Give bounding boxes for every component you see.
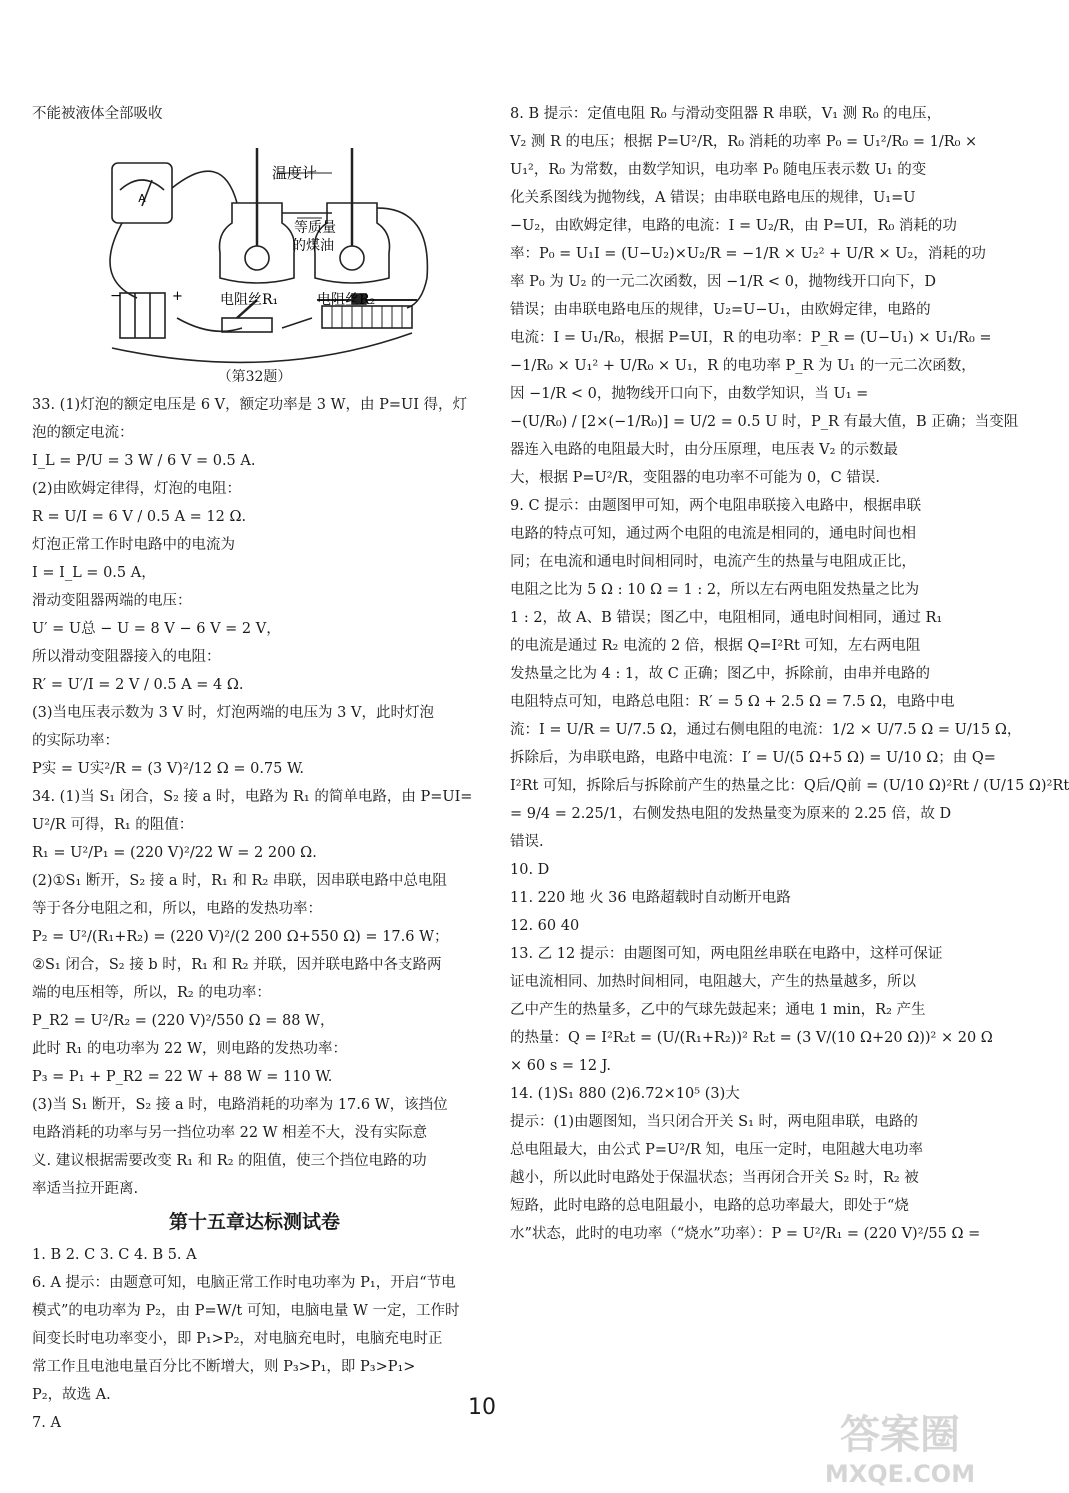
figure-caption: （第32题）	[217, 369, 292, 385]
svg-text:答案圈: 答案圈	[840, 1412, 960, 1458]
watermark-logo	[810, 1400, 990, 1490]
text-line: 端的电压相等，所以，R₂ 的电功率：	[32, 985, 271, 1001]
text-line: 的实际功率：	[32, 733, 119, 749]
text-line: 14. (1)S₁ 880 (2)6.72×10⁵ (3)大	[510, 1086, 740, 1102]
ammeter-label: A	[138, 192, 146, 205]
text-line: 拆除后，为串联电路，电路中电流：I′ = U/(5 Ω+5 Ω) = U/10 Ω；由 Q=	[510, 750, 996, 766]
resistor-1-label: 电阻丝R₁	[220, 292, 279, 308]
text-line: (3)当 S₁ 断开，S₂ 接 a 时，电路消耗的功率为 17.6 W，该挡位	[32, 1097, 448, 1113]
text-line: 33. (1)灯泡的额定电压是 6 V，额定功率是 3 W，由 P=UI 得，灯	[32, 397, 468, 413]
answer-line: P₂，故选 A.	[32, 1387, 111, 1403]
text-line: 提示：(1)由题图知，当只闭合开关 S₁ 时，两电阻串联，电路的	[510, 1114, 919, 1130]
text-line: 的热量：Q = I²R₂t = (U/(R₁+R₂))² R₂t = (3 V/(10 Ω+20 Ω))² × 20 Ω	[510, 1030, 993, 1046]
text-line: 1 : 2，故 A、B 错误；图乙中，电阻相同，通电时间相同，通过 R₁	[510, 610, 943, 626]
text-line: 证电流相同、加热时间相同，电阻越大，产生的热量越多，所以	[510, 974, 916, 990]
text-line: = 9/4 = 2.25/1，右侧发热电阻的发热量变为原来的 2.25 倍，故 D	[510, 806, 952, 822]
answer-line: 7. A	[32, 1415, 61, 1431]
text-line: (2)①S₁ 断开，S₂ 接 a 时，R₁ 和 R₂ 串联，因串联电路中总电阻	[32, 873, 447, 889]
text-line: 大，根据 P=U²/R，变阻器的电功率不可能为 0，C 错误.	[510, 470, 880, 486]
text-line: U²/R 可得，R₁ 的阻值：	[32, 817, 194, 833]
text-line: 电阻特点可知，电路总电阻：R′ = 5 Ω + 2.5 Ω = 7.5 Ω，电路中电	[510, 694, 955, 710]
text-line: R′ = U′/I = 2 V / 0.5 A = 4 Ω.	[32, 677, 244, 693]
text-line: 越小，所以此时电路处于保温状态；当再闭合开关 S₂ 时，R₂ 被	[510, 1170, 919, 1186]
text-line: I²Rt 可知，拆除后与拆除前产生的热量之比：Q后/Q前 = (U/10 Ω)²Rt / (U/15 Ω)²Rt	[510, 778, 1069, 794]
text-line: 总电阻最大，由公式 P=U²/R 知，电压一定时，电阻越大电功率	[510, 1142, 923, 1158]
text-line: 的电流是通过 R₂ 电流的 2 倍，根据 Q=I²Rt 可知，左右两电阻	[510, 638, 921, 654]
text-line: 电路的特点可知，通过两个电阻的电流是相同的，通电时间也相	[510, 526, 916, 542]
text-line: 错误；由串联电路电压的规律，U₂=U−U₁，由欧姆定律，电路的	[510, 302, 931, 318]
text-line: I = I_L = 0.5 A，	[32, 565, 156, 581]
text-line: 12. 60 40	[510, 918, 580, 934]
coil-2	[340, 246, 364, 270]
text-line: 电流：I = U₁/R₀，根据 P=UI，R 的电功率：P_R = (U−U₁) × U₁/R₀ =	[510, 330, 992, 346]
svg-text:MXQE.COM: MXQE.COM	[824, 1460, 976, 1488]
plus-sign: +	[172, 289, 183, 304]
text-line: 水”状态，此时的电功率（“烧水”功率）：P = U²/R₁ = (220 V)²/55 Ω =	[510, 1226, 981, 1242]
text-line: 8. B 提示：定值电阻 R₀ 与滑动变阻器 R 串联，V₁ 测 R₀ 的电压，	[510, 106, 942, 122]
text-line: P₃ = P₁ + P_R2 = 22 W + 88 W = 110 W.	[32, 1069, 333, 1085]
text-line: V₂ 测 R 的电压；根据 P=U²/R，R₀ 消耗的功率 P₀ = U₁²/R₀ = 1/R₀ ×	[510, 134, 978, 150]
text-line: 短路，此时电路的总电阻最小，电路的总功率最大，即处于“烧	[510, 1198, 909, 1214]
text-line: 率 P₀ 为 U₂ 的一元二次函数，因 −1/R < 0，抛物线开口向下，D	[510, 274, 937, 290]
text-line: 器连入电路的电阻最大时，由分压原理，电压表 V₂ 的示数最	[510, 442, 899, 458]
rheostat	[322, 306, 412, 328]
text-line: 因 −1/R < 0，抛物线开口向下，由数学知识，当 U₁ =	[510, 386, 869, 402]
answer-line: 模式”的电功率为 P₂，由 P=W/t 可知，电脑电量 W 一定，工作时	[32, 1303, 460, 1319]
text-line: P_R2 = U²/R₂ = (220 V)²/550 Ω = 88 W，	[32, 1013, 335, 1029]
chapter-title: 第十五章达标测试卷	[168, 1211, 340, 1233]
minus-sign: −	[110, 288, 122, 304]
answer-line: 6. A 提示：由题意可知，电脑正常工作时电功率为 P₁，开启“节电	[32, 1275, 456, 1291]
answers-block	[32, 1241, 477, 1437]
text-line: P₂ = U²/(R₁+R₂) = (220 V)²/(2 200 Ω+550 Ω) = 17.6 W；	[32, 929, 449, 945]
answer-line: 间变长时电功率变小，即 P₁>P₂，对电脑充电时，电脑充电时正	[32, 1331, 443, 1347]
text-line: R₁ = U²/P₁ = (220 V)²/22 W = 2 200 Ω.	[32, 845, 317, 861]
text-line: 此时 R₁ 的电功率为 22 W，则电路的发热功率：	[32, 1041, 348, 1057]
text-line: 电路消耗的功率与另一挡位功率 22 W 相差不大，没有实际意	[32, 1125, 428, 1141]
text-line: 10. D	[510, 862, 550, 878]
circuit-diagram	[32, 128, 477, 363]
text-line: 义. 建议根据需要改变 R₁ 和 R₂ 的阻值，使三个挡位电路的功	[32, 1153, 427, 1169]
text-line: 化关系图线为抛物线，A 错误；由串联电路电压的规律，U₁=U	[510, 190, 916, 206]
text-line: 滑动变阻器两端的电压：	[32, 593, 192, 609]
switch	[222, 318, 272, 332]
text-line: × 60 s = 12 J.	[510, 1058, 611, 1074]
text-line: 等于各分电阻之和，所以，电路的发热功率：	[32, 901, 322, 917]
text-line: 所以滑动变阻器接入的电阻：	[32, 649, 221, 665]
text-line: 流：I = U/R = U/7.5 Ω，通过右侧电阻的电流：1/2 × U/7.5 Ω = U/15 Ω，	[510, 722, 1022, 738]
circuit-figure	[32, 128, 477, 363]
text-line: −U₂，由欧姆定律，电路的电流：I = U₂/R，由 P=UI，R₀ 消耗的功	[510, 218, 957, 234]
text-line: 34. (1)当 S₁ 闭合，S₂ 接 a 时，电路为 R₁ 的简单电路，由 P=UI=	[32, 789, 473, 805]
ammeter-scale	[120, 180, 164, 190]
intro-line: 不能被液体全部吸收	[32, 106, 163, 122]
right-column	[510, 100, 1069, 1248]
text-line: 率：P₀ = U₁I = (U−U₂)×U₂/R = −1/R × U₂² + U/R × U₂，消耗的功	[510, 246, 986, 262]
thermometer-label: 温度计	[272, 164, 318, 182]
resistor-2-label: 电阻丝R₂	[317, 292, 376, 308]
text-line: ②S₁ 闭合，S₂ 接 b 时，R₁ 和 R₂ 并联，因并联电路中各支路两	[32, 957, 442, 973]
text-line: 同；在电流和通电时间相同时，电流产生的热量与电阻成正比，	[510, 554, 916, 570]
text-line: 电阻之比为 5 Ω : 10 Ω = 1 : 2，所以左右两电阻发热量之比为	[510, 582, 920, 598]
answer-line: 常工作且电池电量百分比不断增大，则 P₃>P₁，即 P₃>P₁>	[32, 1359, 416, 1375]
answer-line: 1. B 2. C 3. C 4. B 5. A	[32, 1247, 197, 1263]
text-line: (3)当电压表示数为 3 V 时，灯泡两端的电压为 3 V，此时灯泡	[32, 705, 434, 721]
oil-label-1: 等质量	[294, 220, 336, 236]
text-line: U₁²，R₀ 为常数，由数学知识，电功率 P₀ 随电压表示数 U₁ 的变	[510, 162, 927, 178]
text-line: I_L = P/U = 3 W / 6 V = 0.5 A.	[32, 453, 256, 469]
left-text-block	[32, 391, 477, 1203]
text-line: −(U/R₀) / [2×(−1/R₀)] = U/2 = 0.5 U 时，P_R 有最大值，B 正确；当变阻	[510, 414, 1019, 430]
text-line: 发热量之比为 4 : 1，故 C 正确；图乙中，拆除前，由串并电路的	[510, 666, 930, 682]
text-line: U′ = U总 − U = 8 V − 6 V = 2 V，	[32, 621, 281, 637]
text-line: (2)由欧姆定律得，灯泡的电阻：	[32, 481, 242, 497]
text-line: 灯泡正常工作时电路中的电流为	[32, 537, 235, 553]
battery	[120, 293, 165, 338]
text-line: 错误.	[510, 834, 544, 850]
text-line: R = U/I = 6 V / 0.5 A = 12 Ω.	[32, 509, 247, 525]
coil-1	[245, 246, 269, 270]
text-line: −1/R₀ × U₁² + U/R₀ × U₁，R 的电功率 P_R 为 U₁ 的一元二次函数，	[510, 358, 976, 374]
left-column	[32, 100, 477, 1437]
text-line: 乙中产生的热量多，乙中的气球先鼓起来；通电 1 min，R₂ 产生	[510, 1002, 926, 1018]
text-line: 泡的额定电流：	[32, 425, 134, 441]
text-line: 11. 220 地 火 36 电路超载时自动断开电路	[510, 890, 791, 906]
oil-label-2: 的煤油	[292, 238, 334, 254]
text-line: P实 = U实²/R = (3 V)²/12 Ω = 0.75 W.	[32, 761, 304, 777]
page-number: 10	[468, 1395, 496, 1420]
text-line: 13. 乙 12 提示：由题图可知，两电阻丝串联在电路中，这样可保证	[510, 946, 943, 962]
text-line: 率适当拉开距离.	[32, 1181, 139, 1197]
text-line: 9. C 提示：由题图甲可知，两个电阻串联接入电路中，根据串联	[510, 498, 922, 514]
